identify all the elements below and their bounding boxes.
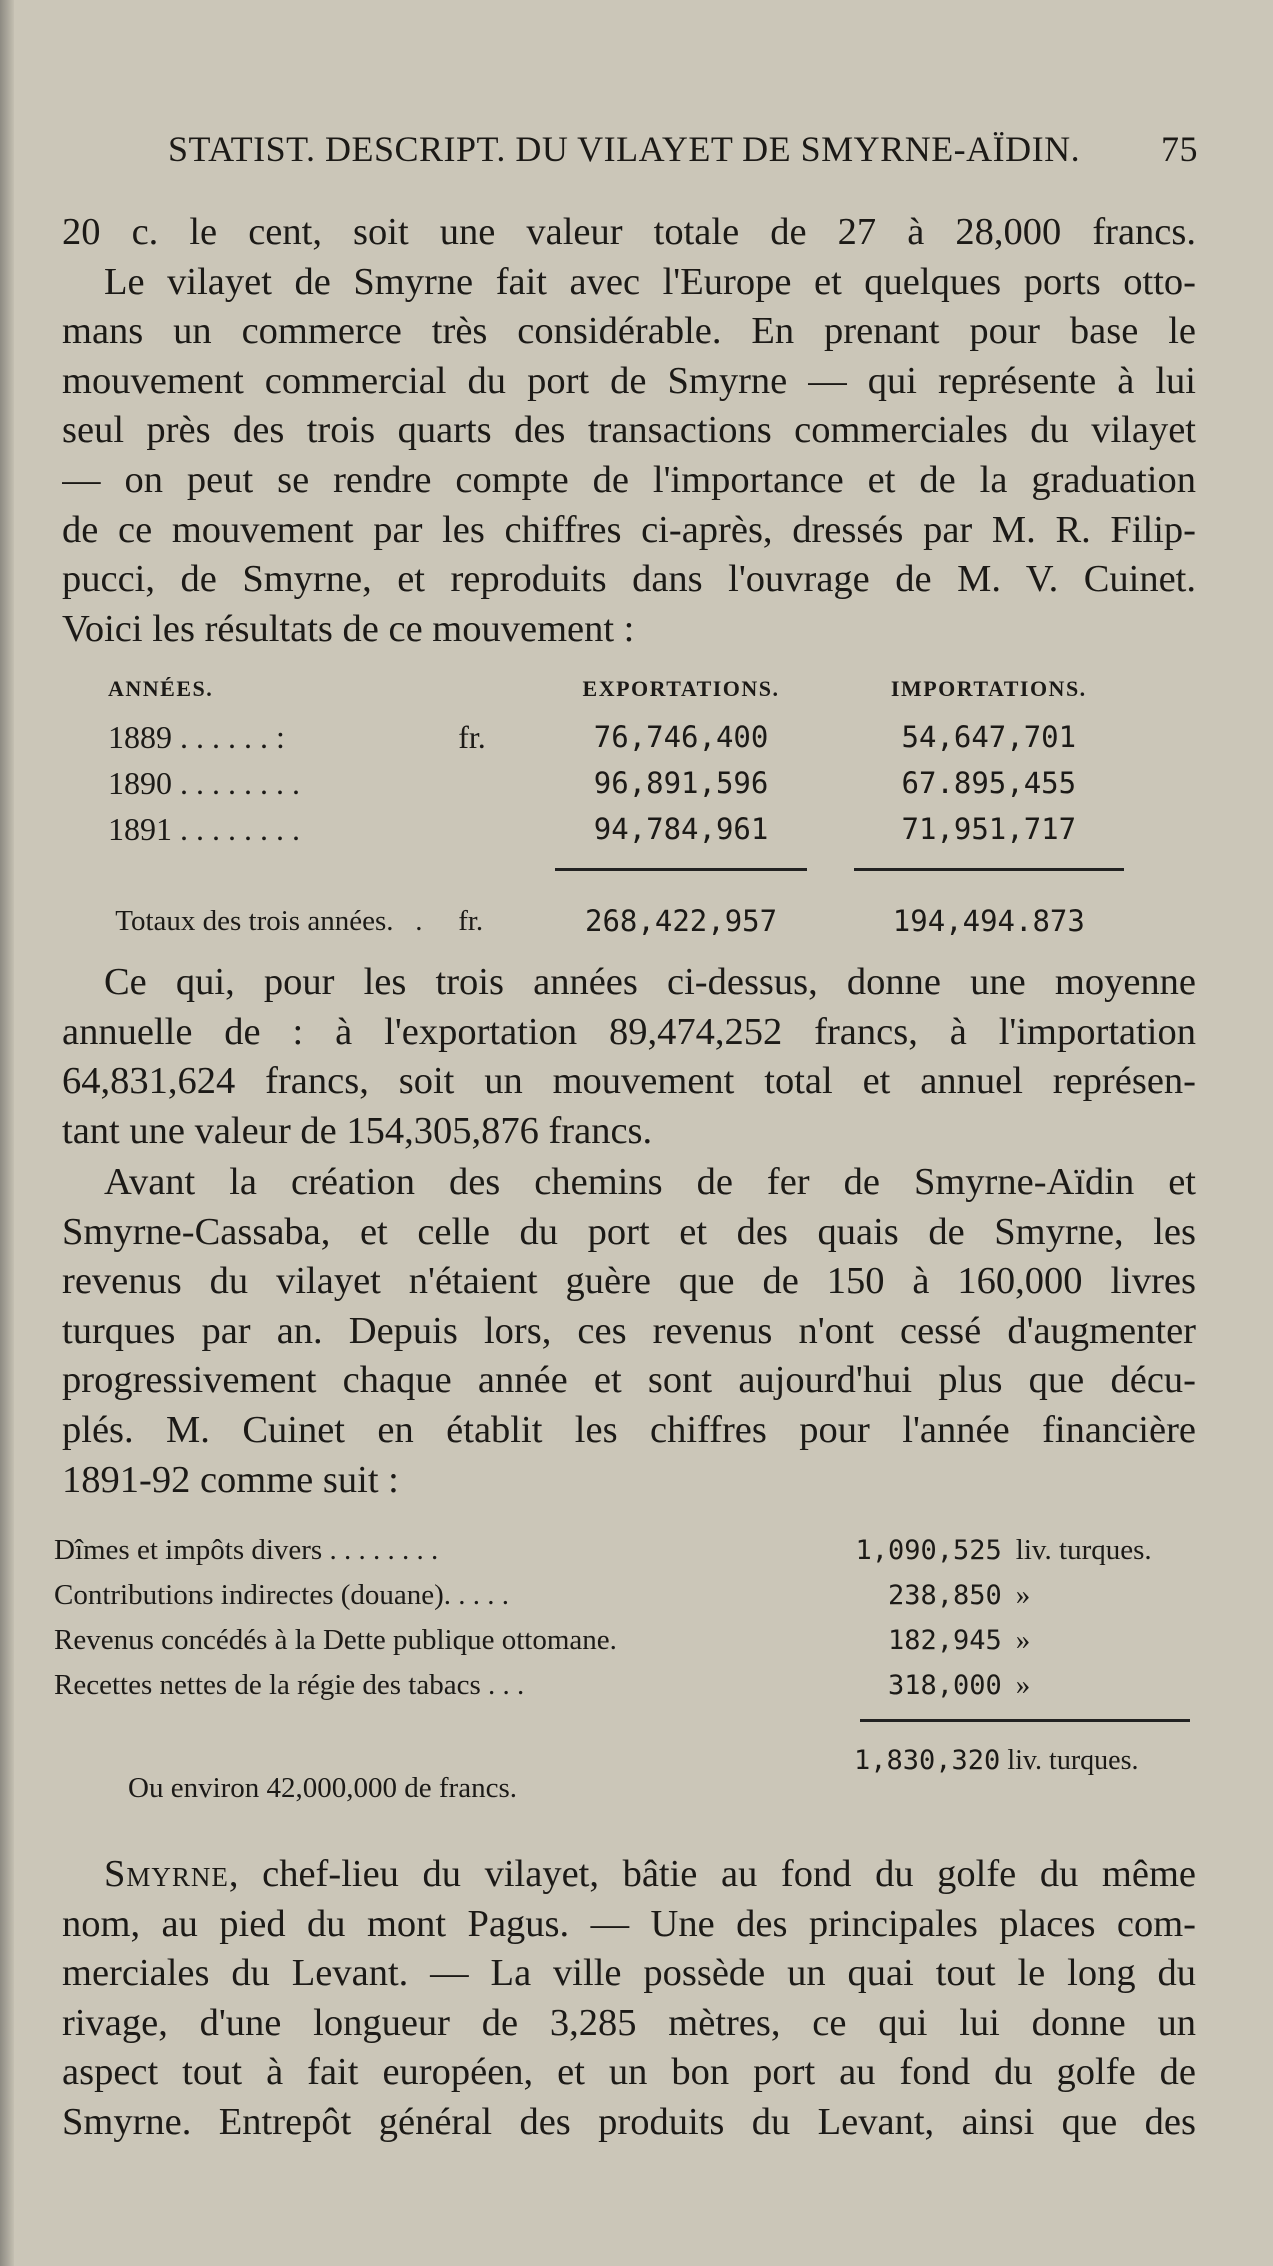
rule-spacer [108,852,458,898]
rule-row [108,852,1148,898]
leader-dots: . . . . . . . . [180,764,300,801]
unit-cell: fr. [458,718,486,755]
page-edge [0,0,14,2266]
header-title: STATIST. DESCRIPT. DU VILAYET DE SMYRNE-AÏDIN. [168,129,1081,169]
text-line: pucci, de Smyrne, et reproduits dans l'ouvrage de M. V. Cuinet. [62,558,1196,601]
page-number: 75 [1161,129,1198,169]
imports-cell: 71,951,717 [901,812,1077,846]
sum-rule [860,1719,1190,1722]
col-header-blank [458,676,532,714]
totals-label: Totaux des trois années. [115,904,394,937]
year: 1889 [108,718,172,755]
text-line: mouvement commercial du port de Smyrne — qui représente à lui [62,359,1196,402]
text-line: Le vilayet de Smyrne fait avec l'Europe et quelques ports otto- [104,260,1196,303]
table-row [54,1663,1204,1708]
text-line: turques par an. Depuis lors, ces revenus n'ont cessé d'augmenter [62,1309,1196,1352]
leader-dots: . . . . . . : [180,718,285,755]
approx-francs: Ou environ 42,000,000 de francs. [128,1772,517,1804]
text-line: Ce qui, pour les trois années ci-dessus, donne une moyenne [104,961,1196,1003]
text-line: revenus du vilayet n'étaient guère que de 150 à 160,000 livres [62,1260,1196,1303]
revenue-value: 238,850 [888,1580,1002,1611]
imports-cell: 67.895,455 [901,766,1077,800]
revenue-table [54,1528,1204,1708]
year-cell [108,760,458,806]
totals-label-cell [108,898,458,944]
text-line-rest: , chef-lieu du vilayet, bâtie au fond du golfe du même [228,1853,1196,1895]
text-line: tant une valeur de 154,305,876 francs. [62,1109,653,1152]
running-header [168,118,1198,178]
unit-cell [458,760,532,806]
sum-rule [854,868,1125,883]
place-name-smallcaps: Smyrne [104,1853,229,1895]
text-line: nom, au pied du mont Pagus. — Une des principales places com- [62,1902,1196,1945]
table-row [54,1573,1204,1618]
year: 1891 [108,810,172,847]
sum-rule [555,868,808,883]
text-line: Avant la création des chemins de fer de Smyrne-Aïdin et [104,1161,1196,1203]
revenue-value: 318,000 [888,1670,1002,1701]
text-line: Smyrne-Cassaba, et celle du port et des quais de Smyrne, les [62,1210,1196,1253]
year: 1890 [108,764,172,801]
revenue-label: Dîmes et impôts divers . . . . . . . . [54,1534,439,1566]
paragraph-smyrne [62,1850,1196,2148]
revenue-label: Revenus concédés à la Dette publique ottomane. [54,1624,617,1656]
revenue-total [854,1745,1138,1777]
year-cell [108,806,458,852]
trade-table-header [108,676,1148,714]
text-line: mans un commerce très considérable. En prenant pour base le [62,310,1196,353]
totals-row [108,898,1148,944]
exports-cell: 94,784,961 [593,812,769,846]
total-exports-cell: 268,422,957 [585,904,778,938]
total-imports-cell: 194,494.873 [892,904,1085,938]
text-line: Voici les résultats de ce mouvement : [62,607,635,650]
leader-dots: . [415,904,423,937]
rule-spacer [458,852,532,898]
text-line: — on peut se rendre compte de l'importance et de la graduation [62,458,1196,501]
table-row [108,714,1148,760]
revenue-unit: liv. turques. [1015,1534,1152,1566]
text-line: seul près des trois quarts des transactions commerciales du vilayet [62,409,1196,452]
text-line: 1891-92 comme suit : [62,1458,399,1501]
revenue-value: 182,945 [888,1625,1002,1656]
revenue-unit: » [1015,1669,1031,1701]
revenue-label: Contributions indirectes (douane). . . . . [54,1579,510,1611]
exports-cell: 76,746,400 [593,720,769,754]
text-line [62,1850,1196,1900]
leader-dots: . . . . . . . . [180,810,300,847]
text-line: 64,831,624 francs, soit un mouvement total et annuel représen- [62,1060,1196,1103]
text-line: Smyrne. Entrepôt général des produits du Levant, ainsi que des [62,2100,1196,2143]
paragraph-intro [62,208,1196,654]
rule-cell [830,852,1148,898]
text-line: de ce mouvement par les chiffres ci-après, dressés par M. R. Filip- [62,508,1196,551]
revenue-total-unit: liv. turques. [1007,1745,1139,1776]
table-row [108,806,1148,852]
revenue-unit: » [1015,1579,1031,1611]
text-line: progressivement chaque année et sont aujourd'hui plus que décu- [62,1359,1196,1402]
unit-cell [458,806,532,852]
col-header-exports: EXPORTATIONS. [582,676,780,701]
trade-table [108,676,1148,944]
imports-cell: 54,647,701 [901,720,1077,754]
exports-cell: 96,891,596 [593,766,769,800]
text-line: merciales du Levant. — La ville possède un quai tout le long du [62,1952,1196,1995]
unit-cell: fr. [458,904,484,937]
rule-cell [532,852,829,898]
paragraph-revenues [62,1158,1196,1505]
text-line: annuelle de : à l'exportation 89,474,252 francs, à l'importation [62,1010,1196,1053]
revenue-value: 1,090,525 [855,1535,1002,1566]
revenue-unit: » [1015,1624,1031,1656]
revenue-label: Recettes nettes de la régie des tabacs . . . [54,1669,525,1701]
col-header-years: ANNÉES. [108,676,214,701]
year-cell [108,714,458,760]
text-line: 20 c. le cent, soit une valeur totale de 27 à 28,000 francs. [62,211,1196,253]
text-line: rivage, d'une longueur de 3,285 mètres, ce qui lui donne un [62,2001,1196,2044]
revenue-total-value: 1,830,320 [854,1745,1001,1776]
table-row [108,760,1148,806]
text-line: plés. M. Cuinet en établit les chiffres pour l'année financière [62,1408,1196,1451]
table-row [54,1618,1204,1663]
paragraph-average [62,958,1196,1156]
col-header-imports: IMPORTATIONS. [890,676,1087,701]
text-line: aspect tout à fait européen, et un bon port au fond du golfe de [62,2051,1196,2094]
table-row [54,1528,1204,1573]
